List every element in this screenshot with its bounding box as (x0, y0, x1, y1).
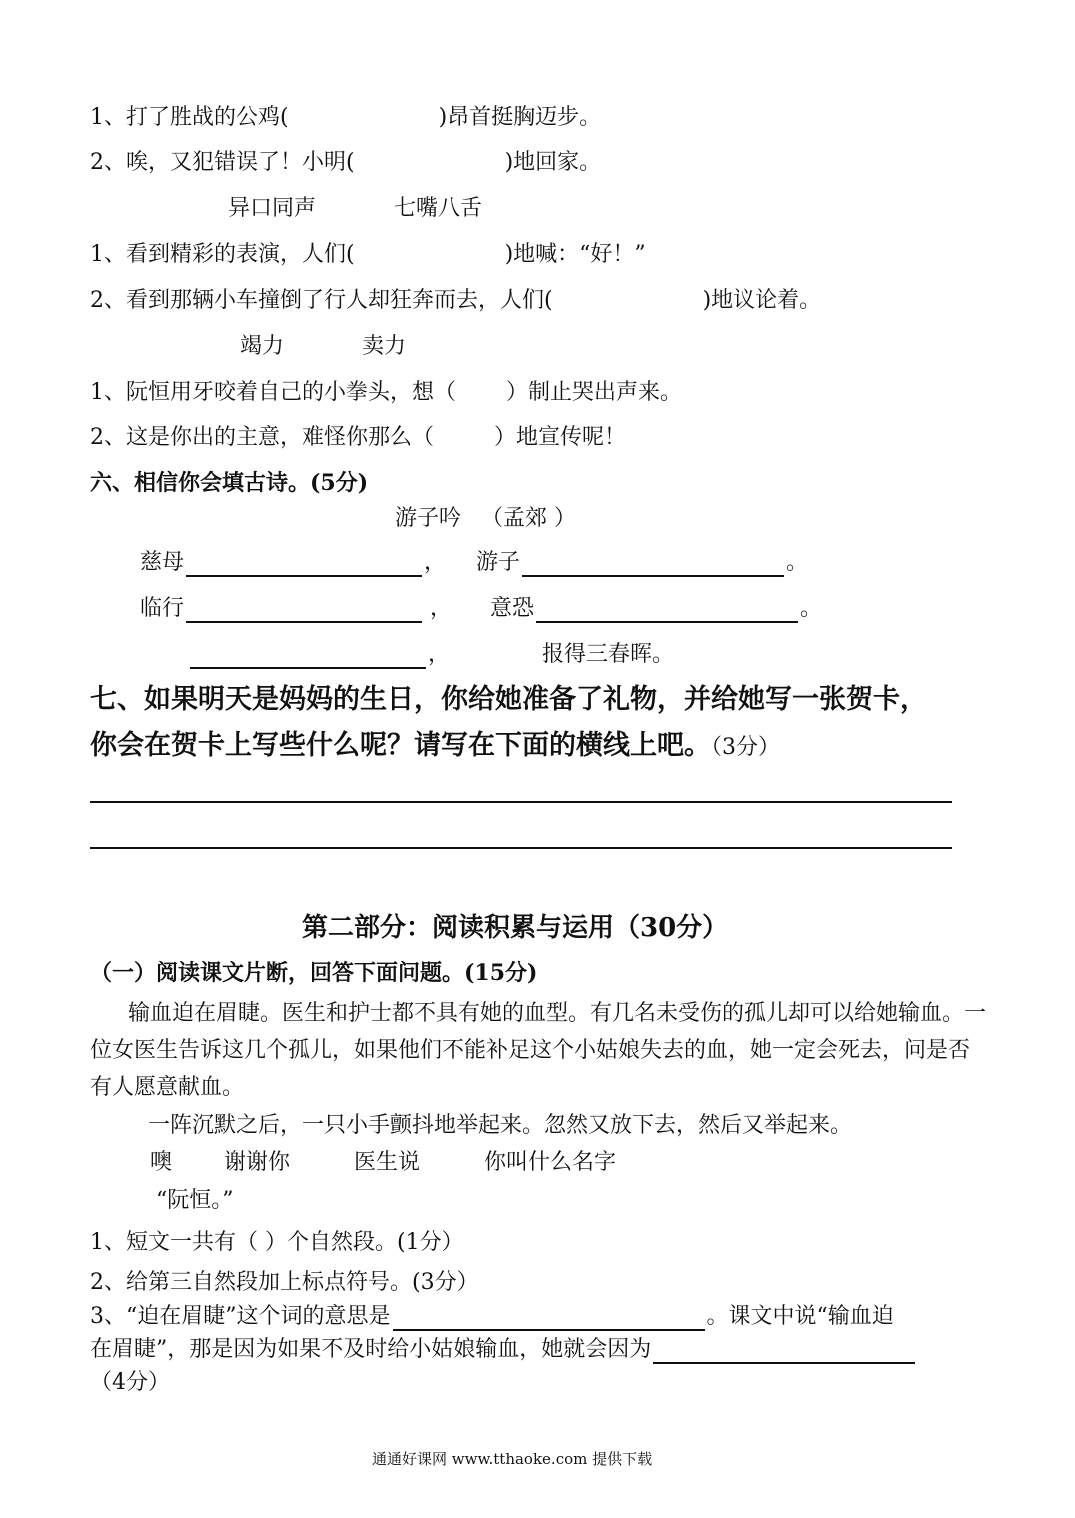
q5-2-1 (90, 241, 646, 269)
text: ， (428, 642, 451, 667)
q5-1-2 (90, 149, 601, 177)
blank-line[interactable] (522, 553, 784, 577)
text: ， (430, 596, 453, 621)
text: ， (424, 550, 447, 575)
word-choices-3 (240, 333, 406, 361)
poem-author: （孟郊 ） (481, 506, 577, 531)
text: )昂首挺胸迈步。 (438, 105, 602, 130)
text: 1、阮恒用牙咬着自己的小拳头，想（ (90, 380, 456, 405)
blank-line[interactable] (393, 1307, 705, 1331)
text: 2、看到那辆小车撞倒了行人却狂奔而去，人们( (90, 288, 553, 313)
text: )地喊：“好！” (504, 242, 646, 267)
part2-q3-score: （4分） (90, 1370, 170, 1395)
part2-q3-line2 (90, 1336, 917, 1364)
text: 2、这是你出的主意，难怪你那么（ (90, 425, 434, 450)
text: ）地宣传呢！ (494, 425, 627, 450)
text: 医生说 (354, 1150, 421, 1175)
part2-q3-line1 (90, 1303, 894, 1331)
q5-2-2 (90, 287, 821, 315)
text: 临行 (140, 596, 185, 621)
word-a: 竭力 (240, 334, 285, 359)
text: 在眉睫”，那是因为如果不及时给小姑娘输血，她就会因为 (90, 1337, 652, 1362)
text: 2、唉，又犯错误了！小明( (90, 150, 355, 175)
q5-3-2 (90, 424, 626, 452)
text: 3、“迫在眉睫”这个词的意思是 (90, 1304, 391, 1329)
word-choices-2 (228, 195, 482, 223)
text: )地议论着。 (702, 288, 822, 313)
text: 游子 (476, 550, 521, 575)
text: ）制止哭出声来。 (506, 380, 683, 405)
poem-line-1 (140, 549, 808, 577)
text: 。课文中说“输血迫 (706, 1304, 894, 1329)
part2-q1: 1、短文一共有（ ）个自然段。(1分） (90, 1230, 464, 1255)
q5-3-1 (90, 379, 682, 407)
text: 意恐 (490, 596, 535, 621)
section7-line2 (90, 729, 780, 765)
text: 。 (786, 550, 809, 575)
blank-line[interactable] (186, 599, 422, 623)
text: 1、看到精彩的表演，人们( (90, 242, 355, 267)
passage-p3 (150, 1149, 616, 1177)
section7-line1: 七、如果明天是妈妈的生日，你给她准备了礼物，并给她写一张贺卡， (90, 684, 927, 715)
poem-title: 游子吟 (395, 506, 462, 531)
part2-q2: 2、给第三自然段加上标点符号。(3分） (90, 1270, 479, 1295)
text: 报得三春晖。 (542, 642, 675, 667)
word-b: 卖力 (362, 334, 407, 359)
poem-line-3 (188, 641, 674, 669)
blank-line[interactable] (536, 599, 798, 623)
passage-p2: 一阵沉默之后，一只小手颤抖地举起来。忽然又放下去，然后又举起来。 (148, 1113, 853, 1138)
score: （3分） (711, 735, 780, 760)
text: )地回家。 (504, 150, 602, 175)
text: 噢 (150, 1150, 173, 1175)
blank-line[interactable] (190, 645, 426, 669)
text: 。 (800, 596, 823, 621)
part2-subheading: （一）阅读课文片断，回答下面问题。(15分) (90, 960, 538, 986)
word-a: 异口同声 (228, 196, 317, 221)
answer-line-1[interactable] (90, 801, 952, 803)
word-b: 七嘴八舌 (394, 196, 483, 221)
blank-line[interactable] (653, 1340, 915, 1364)
poem-title-line (395, 505, 576, 533)
answer-line-2[interactable] (90, 847, 952, 849)
text: 1、打了胜战的公鸡( (90, 105, 289, 130)
poem-line-2 (140, 595, 822, 623)
part2-title: 第二部分：阅读积累与运用（30分） (302, 913, 729, 943)
text: 慈母 (140, 550, 185, 575)
q5-1-1 (90, 104, 601, 132)
text: 谢谢你 (224, 1150, 291, 1175)
section6-heading: 六、相信你会填古诗。(5分) (90, 470, 369, 496)
footer-credit: 通通好课网 www.tthaoke.com 提供下载 (372, 1450, 653, 1468)
passage-p4: “阮恒。” (156, 1188, 234, 1213)
text: 你会在贺卡上写些什么呢？请写在下面的横线上吧。 (90, 730, 711, 761)
blank-line[interactable] (186, 553, 422, 577)
passage-p1: 输血迫在眉睫。医生和护士都不具有她的血型。有几名未受伤的孤儿却可以给她输血。一位女医生告诉这几个孤儿，如果他们不能补足这个小姑娘失去的血，她一定会死去，问是否有人愿意献血。 (90, 1001, 987, 1100)
text: 你叫什么名字 (484, 1150, 617, 1175)
